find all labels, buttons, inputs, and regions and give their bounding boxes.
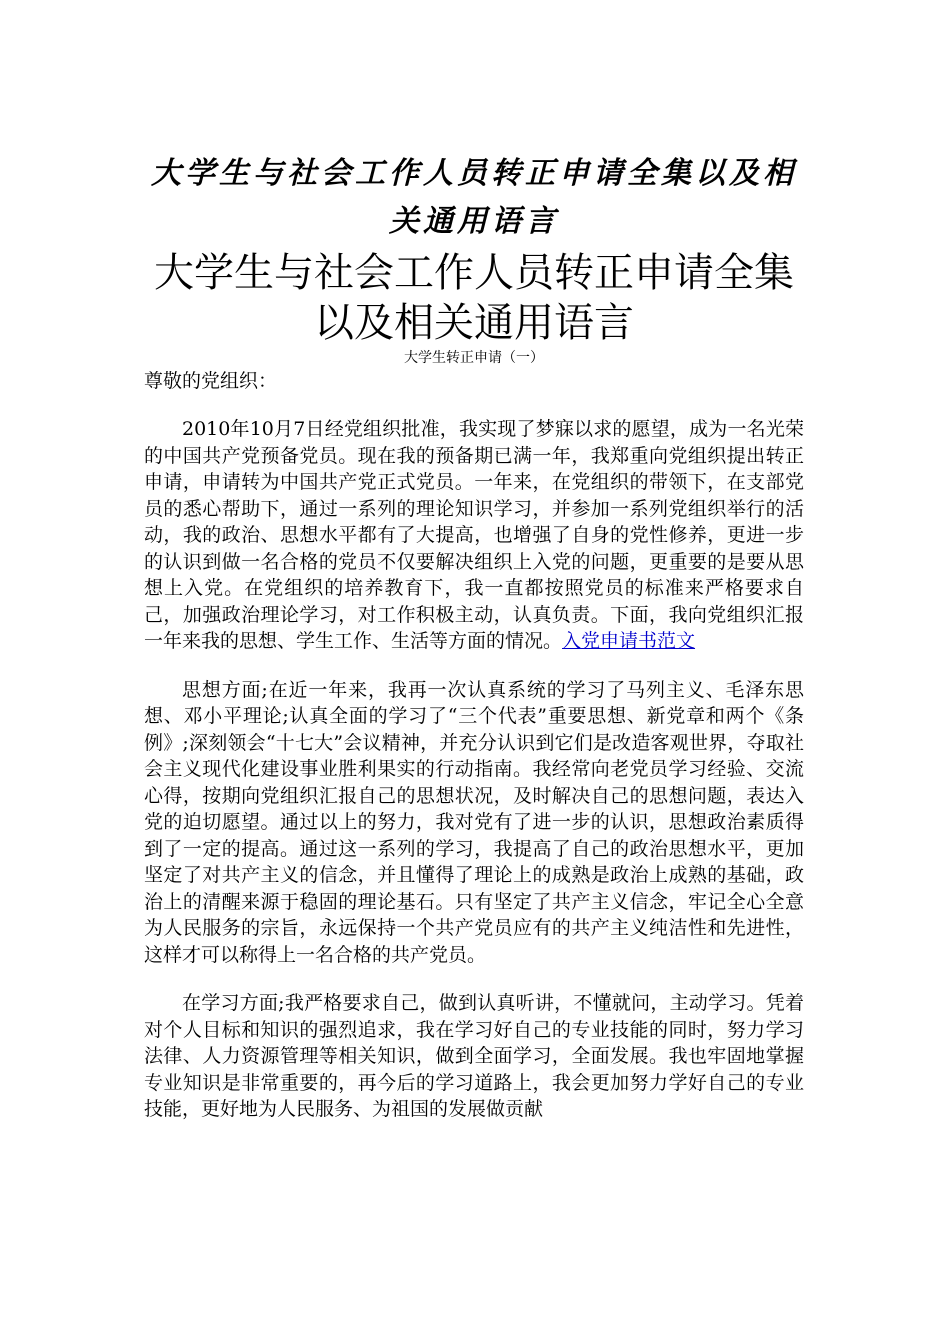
paragraph-2: 思想方面;在近一年来，我再一次认真系统的学习了马列主义、毛泽东思想、邓小平理论;认真全面的学习了“三个代表”重要思想、新党章和两个《条例》;深刻领会“十七大”会议精神，并充分认识到它们是改造客观世界，夺取社会主义现代化建设事业胜利果实的行动指南。我经常向老党员学习经验、交流心得，按期向党组织汇报自己的思想状况，及时解决自己的思想问题，表达入党的迫切愿望。通过以上的努力，我对党有了进一步的认识，思想政治素质得到了一定的提高。通过这一系列的学习，我提高了自己的政治思想水平，更加坚定了对共产主义的信念，并且懂得了理论上的成熟是政治上成熟的基础，政治上的清醒来源于稳固的理论基石。只有坚定了共产主义信念，牢记全心全意为人民服务的宗旨，永远保持一个共产党员应有的共产主义纯洁性和先进性，这样才可以称得上一名合格的共产党员。: [144, 678, 804, 966]
paragraph-1-text: 2010年10月7日经党组织批准，我实现了梦寐以求的愿望，成为一名光荣的中国共产党预备党员。现在我的预备期已满一年，我郑重向党组织提出转正申请，申请转为中国共产党正式党员。一年来，在党组织的带领下，在支部党员的悉心帮助下，通过一系列的理论知识学习，并参加一系列党组织举行的活动，我的政治、思想水平都有了大提高，也增强了自身的党性修养，更进一步的认识到做一名合格的党员不仅要解决组织上入党的问题，更重要的是要从思想上入党。在党组织的培养教育下，我一直都按照党员的标准来严格要求自己，加强政治理论学习，对工作积极主动，认真负责。下面，我向党组织汇报一年来我的思想、学生工作、生活等方面的情况。: [144, 418, 804, 652]
decorative-title: 大学生与社会工作人员转正申请全集以及相关通用语言: [151, 156, 797, 239]
main-title: 大学生与社会工作人员转正申请全集以及相关通用语言: [154, 250, 794, 346]
subtitle: 大学生转正申请（一）: [404, 350, 544, 366]
paragraph-3: 在学习方面;我严格要求自己，做到认真听讲，不懂就问，主动学习。凭着对个人目标和知识的强烈追求，我在学习好自己的专业技能的同时，努力学习法律、人力资源管理等相关知识，做到全面学习，全面发展。我也牢固地掌握专业知识是非常重要的，再今后的学习道路上，我会更加努力学好自己的专业技能，更好地为人民服务、为祖国的发展做贡献: [144, 992, 804, 1120]
document-page: [144, 150, 804, 1145]
paragraph-1: [144, 416, 804, 655]
application-template-link[interactable]: 入党申请书范文: [562, 630, 696, 652]
salutation: 尊敬的党组织：: [144, 370, 278, 392]
